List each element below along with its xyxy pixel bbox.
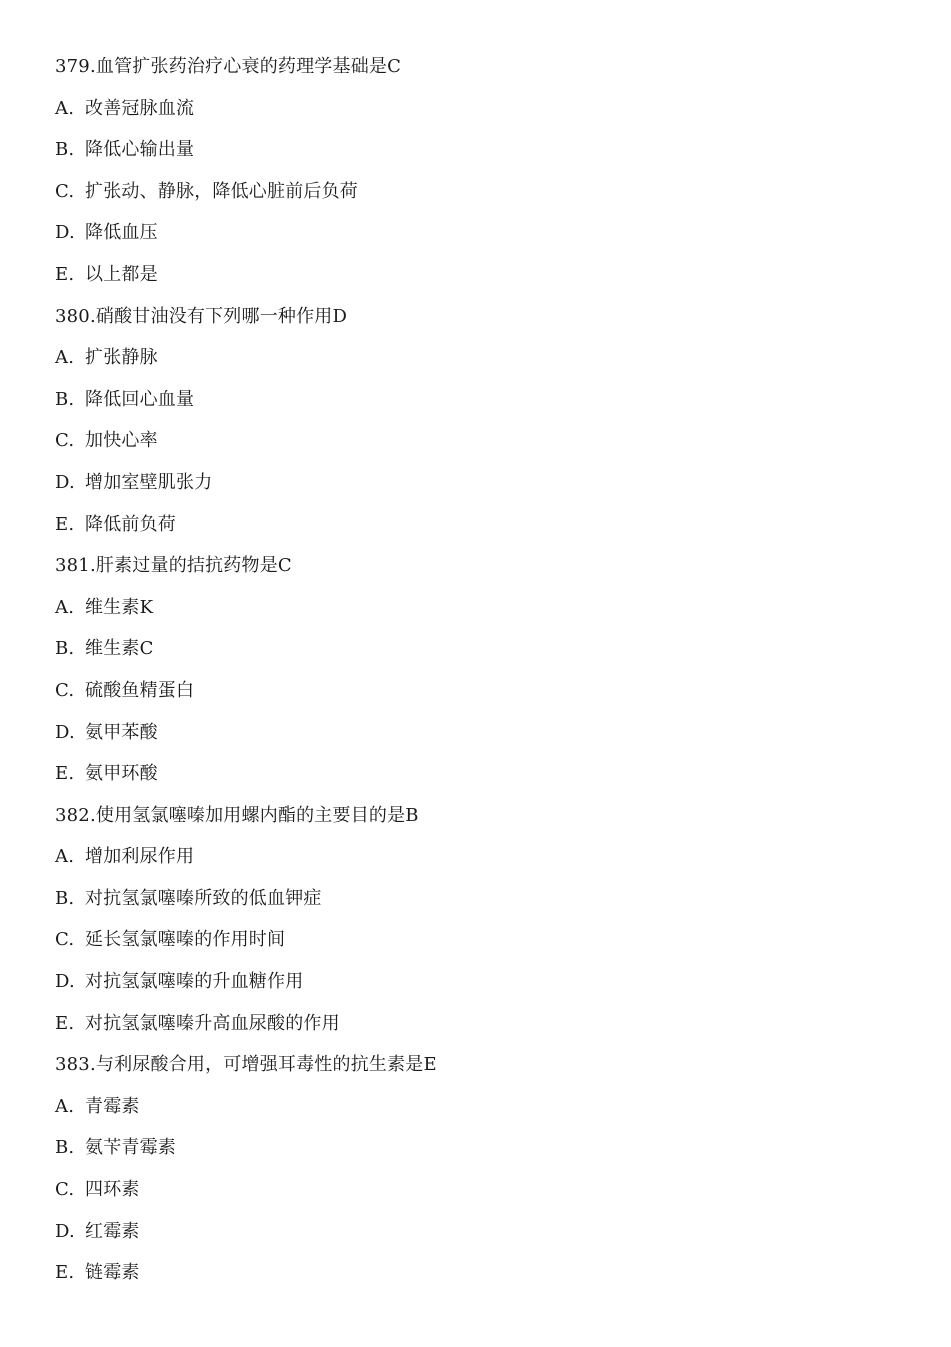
answer-option bbox=[55, 968, 911, 1010]
question-stem bbox=[55, 53, 911, 95]
option-letter: C. bbox=[55, 430, 75, 452]
option-text: 降低血压 bbox=[85, 222, 158, 244]
question-stem bbox=[55, 552, 911, 594]
option-letter: E. bbox=[55, 263, 75, 285]
answer-option bbox=[55, 1176, 911, 1218]
option-text: 氨甲环酸 bbox=[85, 763, 158, 785]
option-letter: A. bbox=[55, 347, 75, 369]
question-number: 381. bbox=[55, 555, 96, 577]
option-letter: C. bbox=[55, 180, 75, 202]
answer-option bbox=[55, 885, 911, 927]
question-text: 使用氢氯噻嗪加用螺内酯的主要目的是B bbox=[95, 804, 419, 826]
option-text: 改善冠脉血流 bbox=[85, 97, 195, 119]
option-letter: B. bbox=[55, 388, 75, 410]
option-letter: D. bbox=[55, 971, 75, 993]
answer-option bbox=[55, 926, 911, 968]
option-text: 硫酸鱼精蛋白 bbox=[85, 679, 195, 701]
answer-option bbox=[55, 219, 911, 261]
option-text: 维生素C bbox=[85, 638, 154, 660]
option-letter: A. bbox=[55, 1095, 75, 1117]
option-text: 增加室壁肌张力 bbox=[85, 471, 213, 493]
option-text: 加快心率 bbox=[85, 430, 158, 452]
question-text: 肝素过量的拮抗药物是C bbox=[95, 555, 292, 577]
question-stem bbox=[55, 802, 911, 844]
option-text: 降低前负荷 bbox=[85, 513, 176, 535]
option-letter: A. bbox=[55, 596, 75, 618]
answer-option bbox=[55, 178, 911, 220]
option-letter: D. bbox=[55, 1220, 75, 1242]
question-number: 380. bbox=[55, 305, 96, 327]
option-text: 扩张动、静脉，降低心脏前后负荷 bbox=[85, 180, 358, 202]
option-text: 红霉素 bbox=[85, 1220, 140, 1242]
answer-option bbox=[55, 427, 911, 469]
option-letter: E. bbox=[55, 1012, 75, 1034]
option-letter: D. bbox=[55, 471, 75, 493]
option-text: 降低回心血量 bbox=[85, 388, 195, 410]
option-text: 增加利尿作用 bbox=[85, 846, 195, 868]
option-letter: B. bbox=[55, 139, 75, 161]
option-letter: E. bbox=[55, 513, 75, 535]
option-text: 四环素 bbox=[85, 1179, 140, 1201]
answer-option bbox=[55, 594, 911, 636]
document-page bbox=[55, 53, 911, 1301]
answer-option bbox=[55, 469, 911, 511]
question-number: 383. bbox=[55, 1054, 96, 1076]
question-stem bbox=[55, 1051, 911, 1093]
option-letter: C. bbox=[55, 1179, 75, 1201]
option-text: 氨甲苯酸 bbox=[85, 721, 158, 743]
answer-option bbox=[55, 1093, 911, 1135]
option-letter: A. bbox=[55, 846, 75, 868]
option-text: 对抗氢氯噻嗪的升血糖作用 bbox=[85, 971, 304, 993]
answer-option bbox=[55, 386, 911, 428]
option-text: 对抗氢氯噻嗪所致的低血钾症 bbox=[85, 887, 322, 909]
answer-option bbox=[55, 344, 911, 386]
question-text: 与利尿酸合用，可增强耳毒性的抗生素是E bbox=[95, 1054, 437, 1076]
question-text: 血管扩张药治疗心衰的药理学基础是C bbox=[95, 56, 402, 77]
option-text: 降低心输出量 bbox=[85, 139, 195, 161]
question-text: 硝酸甘油没有下列哪一种作用D bbox=[95, 305, 348, 327]
option-text: 维生素K bbox=[85, 596, 154, 618]
option-text: 以上都是 bbox=[85, 263, 158, 285]
answer-option bbox=[55, 760, 911, 802]
option-letter: A. bbox=[55, 97, 75, 119]
option-letter: D. bbox=[55, 721, 75, 743]
option-letter: E. bbox=[55, 763, 75, 785]
question-number: 379. bbox=[55, 56, 96, 77]
answer-option bbox=[55, 261, 911, 303]
option-text: 对抗氢氯噻嗪升高血尿酸的作用 bbox=[85, 1012, 340, 1034]
option-letter: C. bbox=[55, 929, 75, 951]
option-letter: B. bbox=[55, 887, 75, 909]
answer-option bbox=[55, 1259, 911, 1301]
option-letter: B. bbox=[55, 638, 75, 660]
answer-option bbox=[55, 95, 911, 137]
answer-option bbox=[55, 719, 911, 761]
question-stem bbox=[55, 303, 911, 345]
option-letter: B. bbox=[55, 1137, 75, 1159]
option-text: 青霉素 bbox=[85, 1095, 140, 1117]
question-number: 382. bbox=[55, 804, 96, 826]
answer-option bbox=[55, 136, 911, 178]
option-letter: E. bbox=[55, 1262, 75, 1284]
answer-option bbox=[55, 677, 911, 719]
option-text: 延长氢氯噻嗪的作用时间 bbox=[85, 929, 286, 951]
answer-option bbox=[55, 1218, 911, 1260]
option-letter: C. bbox=[55, 679, 75, 701]
answer-option bbox=[55, 1134, 911, 1176]
answer-option bbox=[55, 511, 911, 553]
answer-option bbox=[55, 635, 911, 677]
answer-option bbox=[55, 843, 911, 885]
option-text: 扩张静脉 bbox=[85, 347, 158, 369]
answer-option bbox=[55, 1010, 911, 1052]
option-text: 链霉素 bbox=[85, 1262, 140, 1284]
option-text: 氨苄青霉素 bbox=[85, 1137, 176, 1159]
option-letter: D. bbox=[55, 222, 75, 244]
